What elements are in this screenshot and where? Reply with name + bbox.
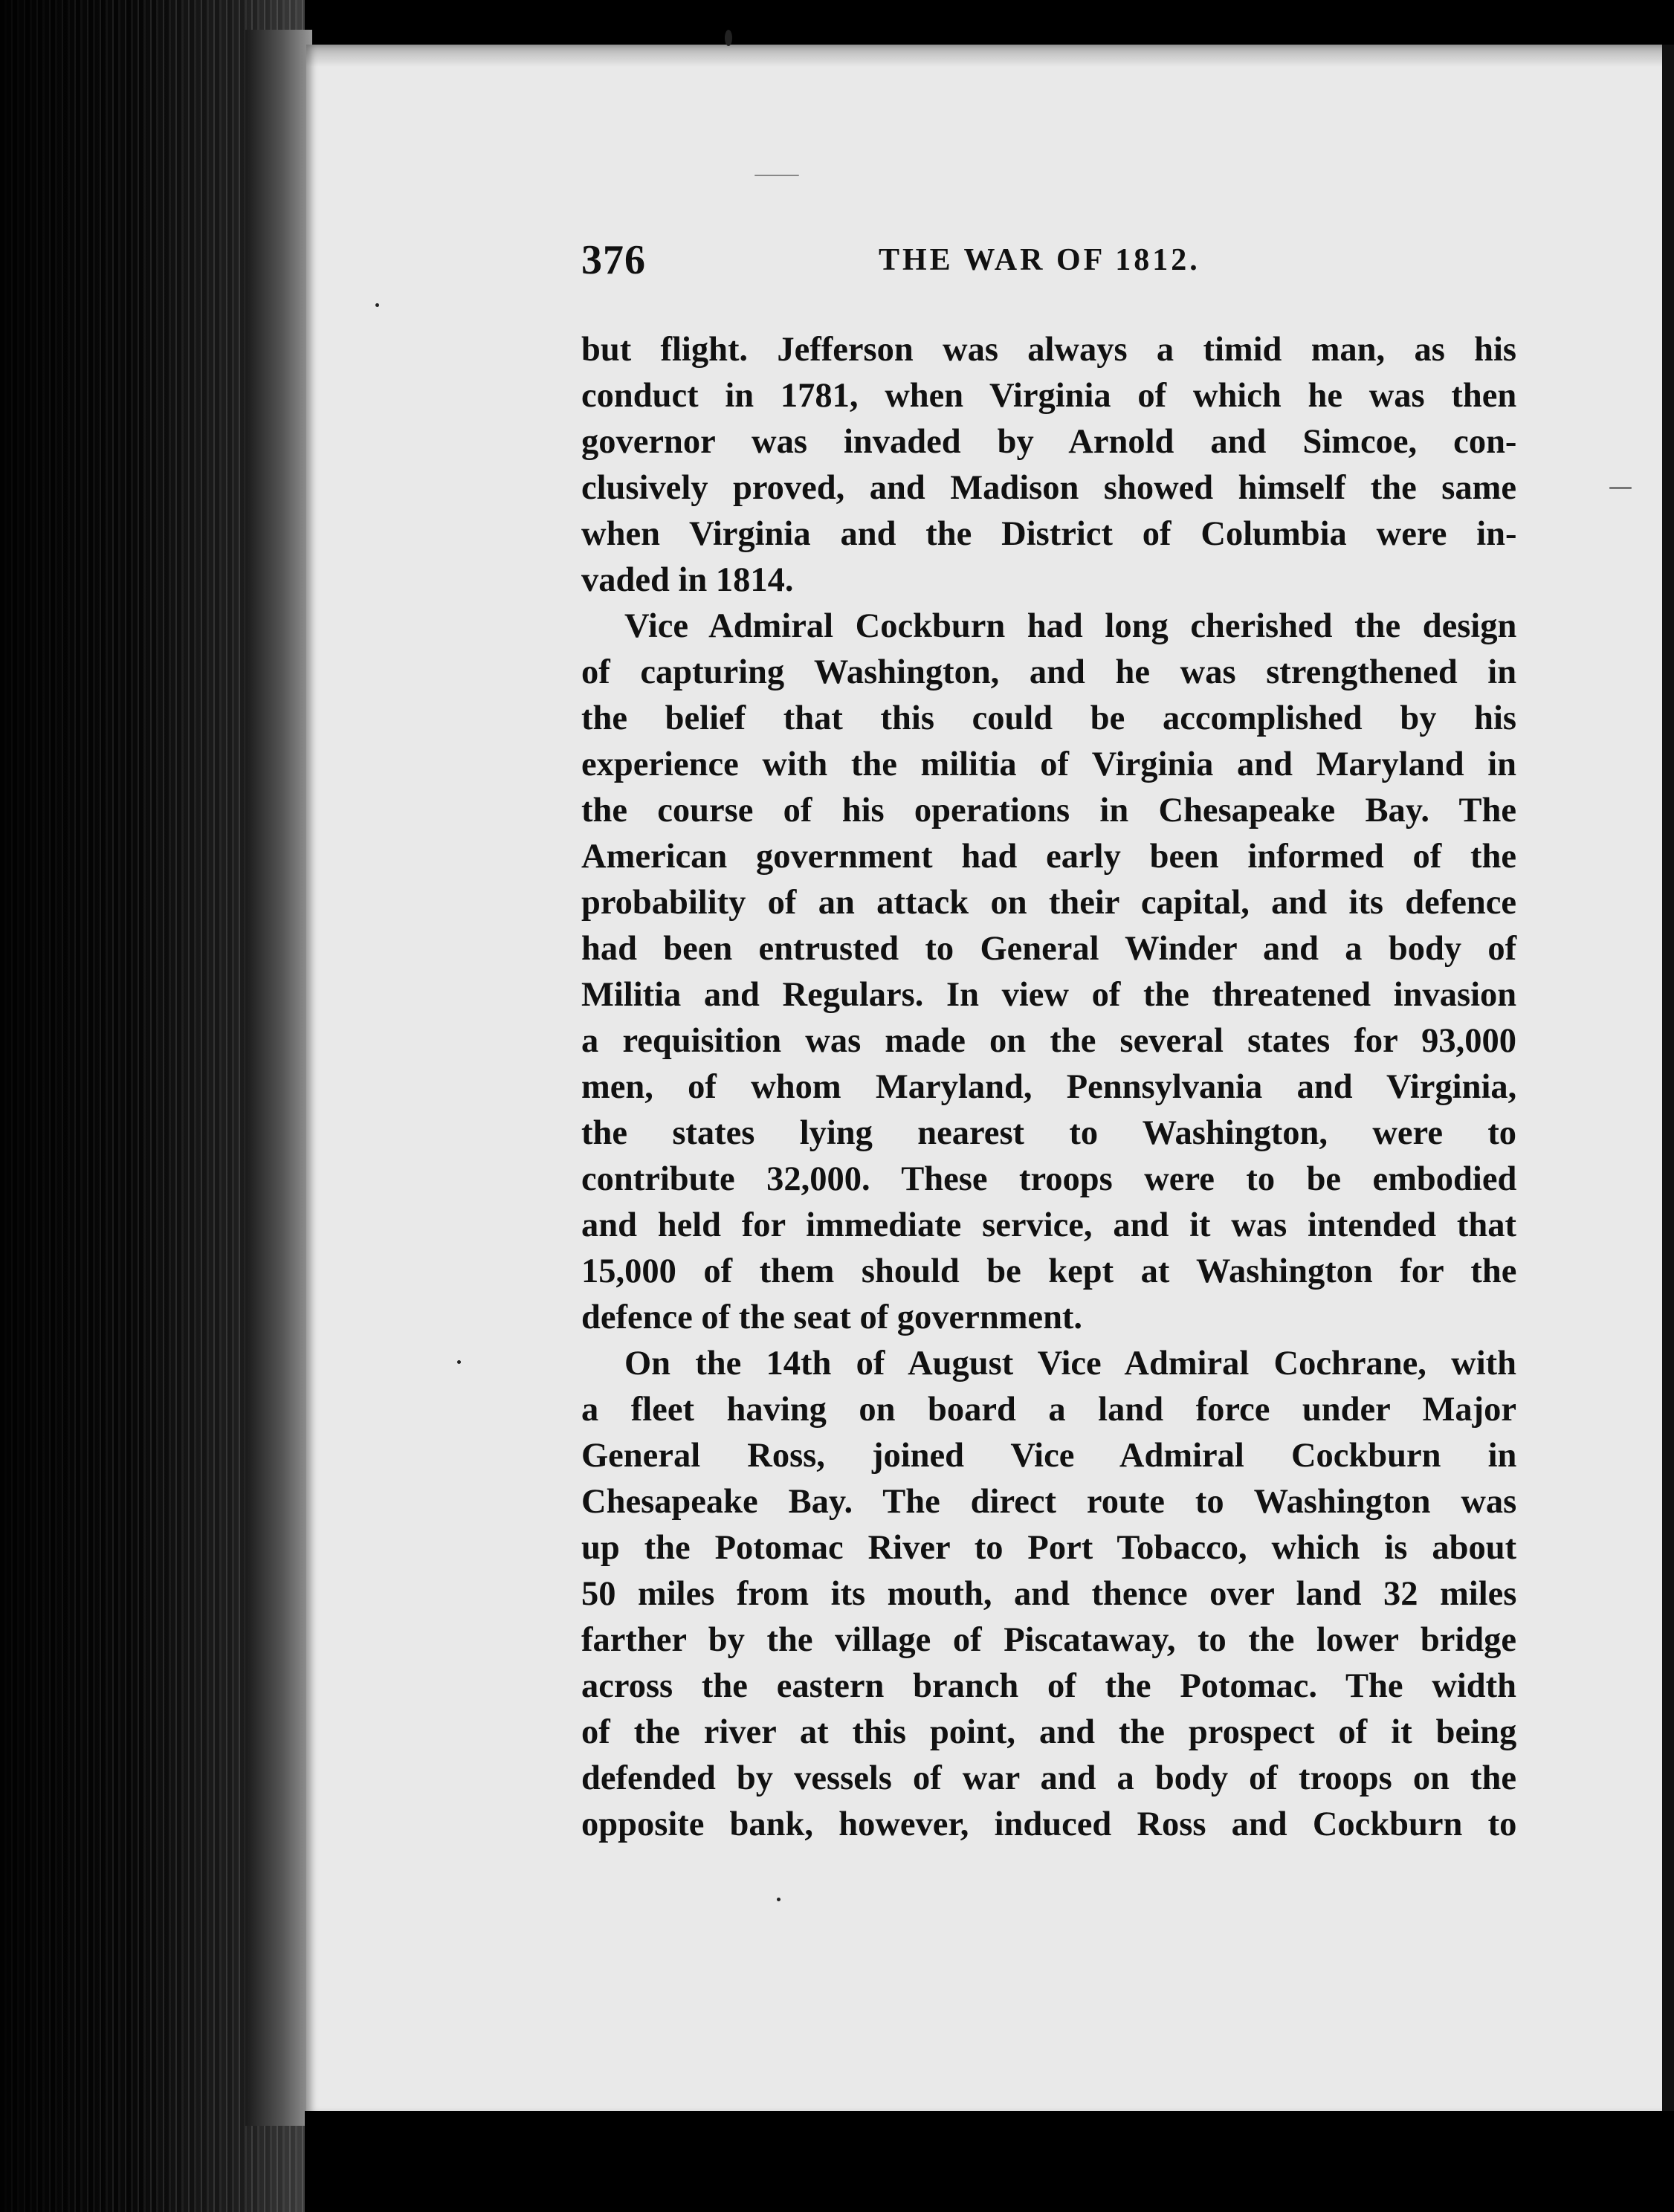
text-line: American government had early been informed of the [581,838,1517,876]
text-line: conduct in 1781, when Virginia of which he was then [581,377,1517,415]
text-line: contribute 32,000. These troops were to be embodied [581,1160,1517,1198]
text-line: governor was invaded by Arnold and Simcoe, con- [581,423,1517,461]
text-line: the belief that this could be accomplished by his [581,699,1516,737]
scan-speck [725,30,732,46]
paragraph-1 [581,327,1516,604]
text-line: General Ross, joined Vice Admiral Cockburn in [581,1437,1517,1475]
text-line: when Virginia and the District of Columbia were in- [581,515,1517,553]
text-line: men, of whom Maryland, Pennsylvania and Virginia, [581,1068,1517,1106]
paragraph-3 [581,1341,1516,1848]
scan-speck [375,303,379,307]
text-line: Chesapeake Bay. The direct route to Washington was [581,1483,1517,1521]
scan-speck [1609,487,1632,489]
text-line: clusively proved, and Madison showed himself the same [581,469,1516,507]
text-line: Militia and Regulars. In view of the threatened invasion [581,976,1517,1014]
text-line: a requisition was made on the several states for 93,000 [581,1022,1516,1060]
text-line: across the eastern branch of the Potomac. The width [581,1667,1516,1705]
body-text [581,327,1516,1848]
page-right-edge [1662,45,1674,2126]
text-line: farther by the village of Piscataway, to the lower bridge [581,1621,1517,1659]
text-line: and held for immediate service, and it was intended that [581,1206,1516,1244]
text-line: experience with the militia of Virginia and Maryland in [581,746,1516,783]
text-line: had been entrusted to General Winder and a body of [581,930,1517,968]
page-bottom-shadow [305,2111,1674,2212]
scan-speck [777,1898,781,1901]
paragraph-2 [581,604,1516,1341]
running-head [581,236,1518,296]
text-line: of capturing Washington, and he was strengthened in [581,653,1517,691]
page-number: 376 [581,237,646,283]
scan-speck [457,1360,461,1364]
text-line: the states lying nearest to Washington, were to [581,1114,1517,1152]
text-line: On the 14th of August Vice Admiral Cochrane, with [624,1345,1516,1382]
page-gutter [245,30,312,2126]
text-line: 15,000 of them should be kept at Washington for the [581,1252,1517,1290]
text-line: defence of the seat of government. [581,1299,1083,1336]
text-line: of the river at this point, and the prospect of it being [581,1713,1517,1751]
text-line: opposite bank, however, induced Ross and Cockburn to [581,1805,1517,1843]
text-line: Vice Admiral Cockburn had long cherished the design [624,607,1517,645]
text-line: but flight. Jefferson was always a timid man, as his [581,331,1516,369]
scan-speck [754,175,799,176]
text-line: vaded in 1814. [581,561,794,599]
text-line: 50 miles from its mouth, and thence over land 32 miles [581,1575,1517,1613]
text-line: a fleet having on board a land force under Major [581,1391,1516,1429]
text-line: probability of an attack on their capital, and its defence [581,884,1516,922]
running-title: THE WAR OF 1812. [879,243,1200,277]
text-line: the course of his operations in Chesapeake Bay. The [581,792,1516,830]
text-line: up the Potomac River to Port Tobacco, which is about [581,1529,1517,1567]
text-line: defended by vessels of war and a body of troops on the [581,1759,1516,1797]
